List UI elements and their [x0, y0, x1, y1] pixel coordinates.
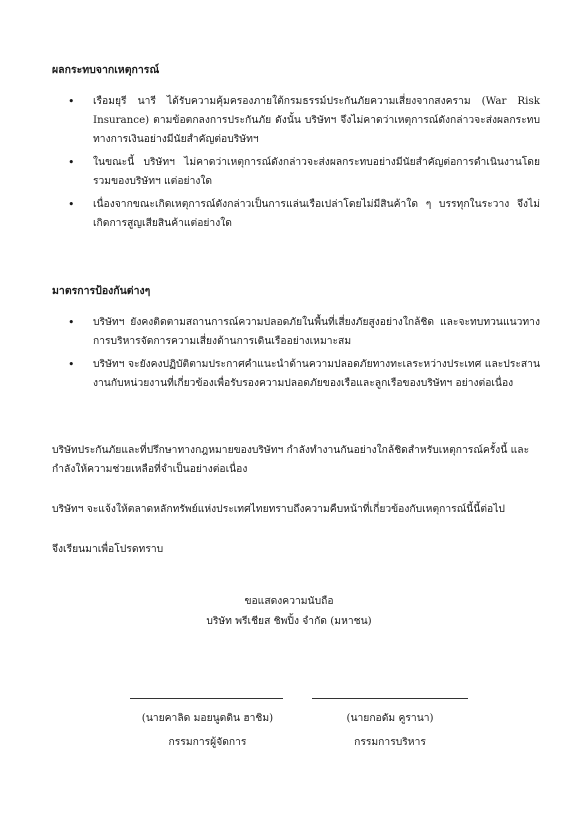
- signer-2-title: กรรมการบริหาร: [354, 736, 426, 748]
- measures-list: [52, 313, 540, 397]
- impact-item-3: เนื่องจากขณะเกิดเหตุการณ์ดังกล่าวเป็นการแล่นเรือเปล่าโดยไม่มีสินค้าใด ๆ บรรทุกในระวาง จึงไม่เกิดการสูญเสียสินค้าแต่อย่างใด: [93, 198, 540, 229]
- bullet-icon: •: [68, 198, 75, 211]
- regards-text: ขอแสดงความนับถือ: [244, 595, 334, 607]
- list-item: [52, 195, 540, 233]
- signature-line-2: [312, 698, 468, 699]
- bullet-icon: •: [68, 156, 75, 169]
- bullet-icon: •: [68, 95, 75, 108]
- list-item: [52, 153, 540, 191]
- signer-1-title: กรรมการผู้จัดการ: [168, 736, 247, 748]
- signature-line-1: [130, 698, 283, 699]
- list-item: [52, 313, 540, 351]
- closing-paragraph: จึงเรียนมาเพื่อโปรดทราบ: [52, 543, 164, 555]
- notify-paragraph: บริษัทฯ จะแจ้งให้ตลาดหลักทรัพย์แห่งประเทศไทยทราบถึงความคืบหน้าที่เกี่ยวข้องกับเหตุการณ์นี้นี้ต่อไป: [52, 503, 505, 515]
- measures-heading: มาตรการป้องกันต่างๆ: [52, 285, 151, 297]
- measures-item-1: บริษัทฯ ยังคงติดตามสถานการณ์ความปลอดภัยในพื้นที่เสี่ยงภัยสูงอย่างใกล้ชิด และจะทบทวนแนวทางการบริหารจัดการความเสี่ยงด้านการเดินเรืออย่างเหมาะสม: [93, 316, 540, 347]
- bullet-icon: •: [68, 358, 75, 371]
- impact-item-2: ในขณะนี้ บริษัทฯ ไม่คาดว่าเหตุการณ์ดังกล่าวจะส่งผลกระทบอย่างมีนัยสำคัญต่อการดำเนินงานโดยรวมของบริษัทฯ แต่อย่างใด: [93, 156, 540, 187]
- signer-1-name: (นายคาลิด มอยนูดดิน ฮาชิม): [141, 712, 274, 724]
- impact-heading: ผลกระทบจากเหตุการณ์: [52, 64, 160, 76]
- signer-2-name: (นายกอดัม คูรานา): [346, 712, 434, 724]
- list-item: [52, 355, 540, 393]
- measures-item-2: บริษัทฯ จะยังคงปฏิบัติตามประกาศคำแนะนำด้านความปลอดภัยทางทะเลระหว่างประเทศ และประสานงานกับหน่วยงานที่เกี่ยวข้องเพื่อรับรองความปลอดภัยของเรือและลูกเรือของบริษัทฯ อย่างต่อเนื่อง: [93, 358, 540, 389]
- list-item: [52, 92, 540, 149]
- legal-paragraph: บริษัทประกันภัยและที่ปรึกษาทางกฎหมายของบริษัทฯ กำลังทำงานกันอย่างใกล้ชิดสำหรับเหตุการณ์ครั้งนี้ และกำลังให้ความช่วยเหลือที่จำเป็นอย่างต่อเนื่อง: [52, 444, 530, 475]
- company-name: บริษัท พรีเชียส ชิพปิ้ง จำกัด (มหาชน): [206, 615, 372, 627]
- bullet-icon: •: [68, 316, 75, 329]
- impact-item-1: เรือมยุรี นารี ได้รับความคุ้มครองภายใต้กรมธรรม์ประกันภัยความเสี่ยงจากสงคราม (War Risk Insurance) ตามข้อตกลงการประกันภัย ดังนั้น บริษัทฯ จึงไม่คาดว่าเหตุการณ์ดังกล่าวจะส่งผลกระทบทางการเงินอย่างมีนัยสำคัญต่อบริษัทฯ: [93, 95, 540, 145]
- impact-list: [52, 92, 540, 237]
